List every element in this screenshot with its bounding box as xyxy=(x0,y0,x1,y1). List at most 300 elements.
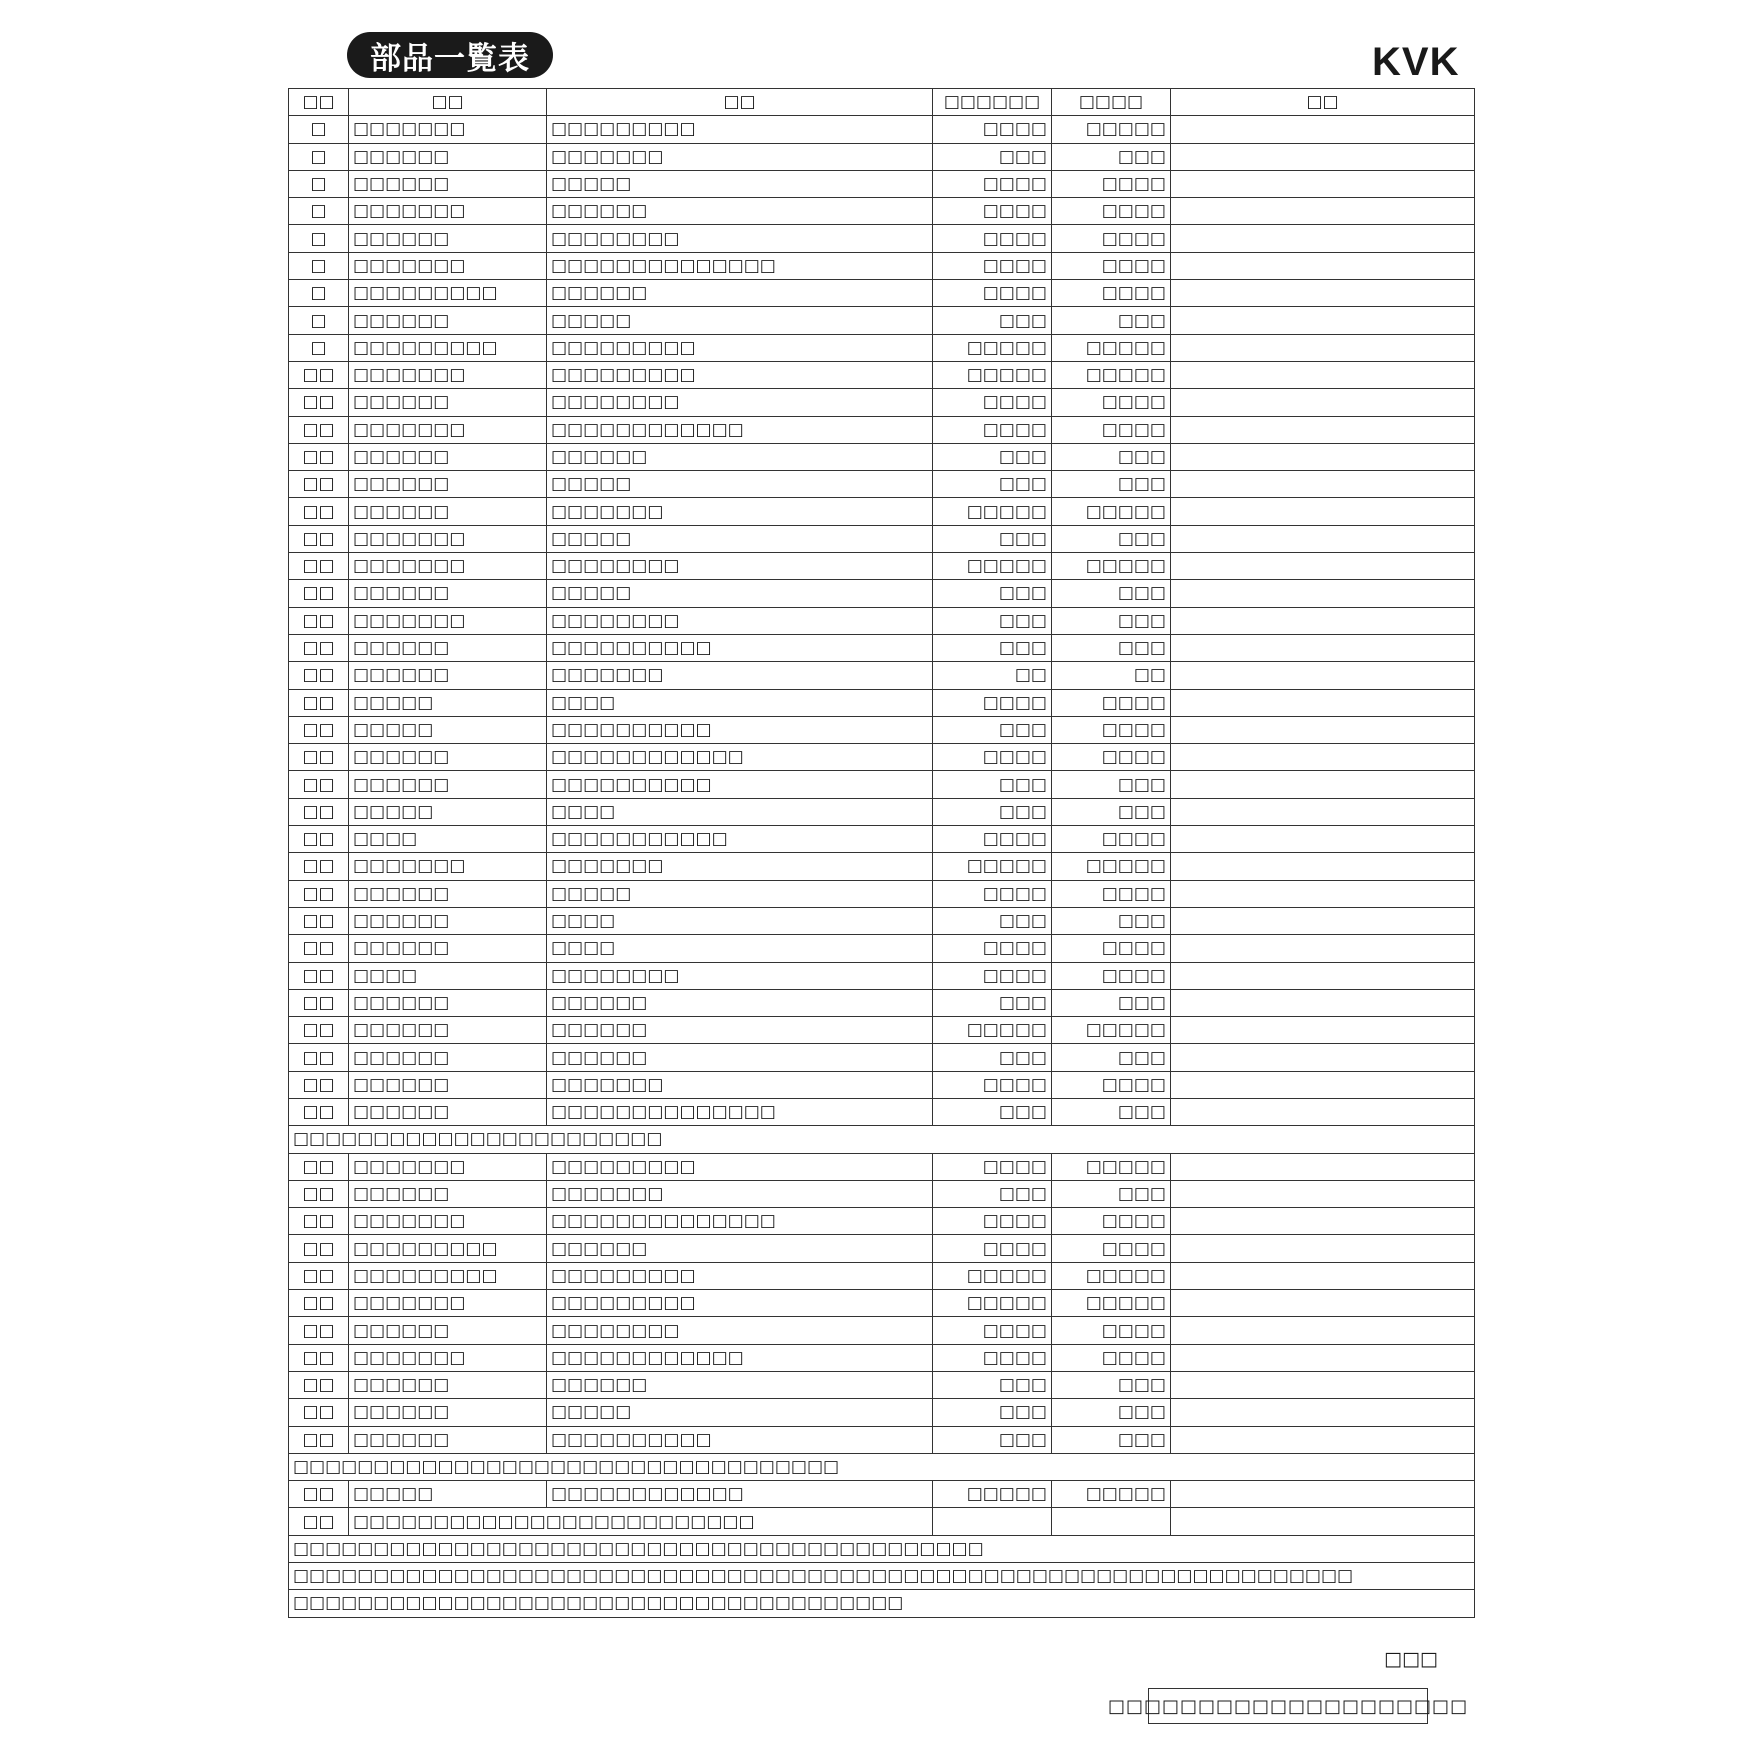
table-cell: □□□□□□ xyxy=(349,471,547,498)
table-cell: □□ xyxy=(289,553,349,580)
table-cell: □□ xyxy=(289,744,349,771)
table-cell: □□□□□□ xyxy=(349,1399,547,1426)
table-cell: □□□□□□□□ xyxy=(547,553,933,580)
note-cell: □□□□□□□□□□□□□□□□□□□□□□□□□□□□□□□□□□□□□□□□□□□ xyxy=(289,1535,1475,1562)
table-cell: □□□□ xyxy=(1052,280,1171,307)
table-row xyxy=(289,826,1475,853)
table-cell: □□□□□ xyxy=(547,1399,933,1426)
table-cell: □□□□□ xyxy=(547,525,933,552)
table-cell xyxy=(1171,1098,1475,1125)
table-cell: □□□□ xyxy=(1052,962,1171,989)
table-cell: □□□□□□ xyxy=(349,498,547,525)
table-row xyxy=(289,525,1475,552)
table-cell xyxy=(1171,170,1475,197)
table-cell: □□□□□□ xyxy=(349,1426,547,1453)
table-cell: □□ xyxy=(289,662,349,689)
table-row xyxy=(289,116,1475,143)
table-cell xyxy=(1171,1044,1475,1071)
table-cell: □□□□□□ xyxy=(349,935,547,962)
table-cell: □□□□□□ xyxy=(349,744,547,771)
table-row xyxy=(289,853,1475,880)
table-cell: □□□□□□□□□□□□ xyxy=(547,1344,933,1371)
table-cell: □□□□□□□□□□ xyxy=(547,1426,933,1453)
table-cell: □□□□ xyxy=(1052,744,1171,771)
table-row xyxy=(289,798,1475,825)
table-cell: □□□□□□ xyxy=(547,1017,933,1044)
table-row xyxy=(289,1235,1475,1262)
table-cell: □□□□ xyxy=(933,116,1052,143)
table-cell: □□□□□□□ xyxy=(547,1071,933,1098)
table-cell: □□□□ xyxy=(1052,826,1171,853)
table-cell xyxy=(1171,634,1475,661)
table-cell: □□□□□□ xyxy=(349,307,547,334)
table-cell: □□ xyxy=(289,1044,349,1071)
table-cell: □□□□□□ xyxy=(349,170,547,197)
table-row xyxy=(289,334,1475,361)
table-cell xyxy=(1171,389,1475,416)
table-cell: □□□□□ xyxy=(547,471,933,498)
table-cell: □□□□ xyxy=(1052,1344,1171,1371)
table-cell: □□□□□ xyxy=(933,334,1052,361)
table-cell: □□□□□□□□ xyxy=(547,1317,933,1344)
table-cell: □□ xyxy=(289,389,349,416)
table-cell: □□□□□□□□□□□□□□ xyxy=(547,1098,933,1125)
table-cell: □□□□□□□□□ xyxy=(547,361,933,388)
table-cell: □□□□□□□ xyxy=(349,607,547,634)
table-cell xyxy=(1171,662,1475,689)
table-row xyxy=(289,1262,1475,1289)
table-cell: □ xyxy=(289,280,349,307)
table-cell: □□□ xyxy=(933,634,1052,661)
table-cell xyxy=(1171,880,1475,907)
table-cell: □□□□□□□ xyxy=(349,252,547,279)
table-cell: □□□□□□ xyxy=(349,1371,547,1398)
table-row xyxy=(289,389,1475,416)
table-row xyxy=(289,280,1475,307)
table-cell: □□□□ xyxy=(1052,1235,1171,1262)
table-cell: □ xyxy=(289,170,349,197)
table-cell: □□□ xyxy=(933,580,1052,607)
table-cell xyxy=(1171,1344,1475,1371)
table-cell: □□□□□□□ xyxy=(349,116,547,143)
table-cell: □□□□□□ xyxy=(349,1098,547,1125)
table-row xyxy=(289,1481,1475,1508)
table-row xyxy=(289,416,1475,443)
table-cell: □□□□□□□ xyxy=(349,1153,547,1180)
table-cell: □□ xyxy=(289,1017,349,1044)
table-cell xyxy=(1171,1235,1475,1262)
table-cell: □□□□□□□□□ xyxy=(547,1262,933,1289)
table-cell: □□□ xyxy=(933,471,1052,498)
table-cell: □□□□□□□□□ xyxy=(547,1153,933,1180)
table-cell: □□ xyxy=(289,962,349,989)
table-cell xyxy=(1171,1426,1475,1453)
note-cell: □□□□□□□□□□□□□□□□□□□□□□□□□□□□□□□□□□□□□□□□□□□□□□□□□□□□□□□□□□□□□□□□□□ xyxy=(289,1563,1475,1590)
table-cell: □□□□□□□ xyxy=(547,853,933,880)
table-cell xyxy=(1171,907,1475,934)
table-row xyxy=(289,225,1475,252)
table-cell xyxy=(1171,1481,1475,1508)
table-row xyxy=(289,1044,1475,1071)
table-cell xyxy=(1171,962,1475,989)
table-cell: □□□□□□□□□□□□□□□□□□□□□□□□□ xyxy=(349,1508,933,1535)
table-cell xyxy=(1171,1371,1475,1398)
table-cell: □□□□□□ xyxy=(349,880,547,907)
table-cell xyxy=(1171,116,1475,143)
table-cell: □□□ xyxy=(1052,1098,1171,1125)
table-cell: □□ xyxy=(289,634,349,661)
document-code: □□□□□□□□□□□□□□□□□□□□ xyxy=(1148,1688,1428,1724)
table-cell: □□□□□□□□□□□□□□ xyxy=(547,252,933,279)
table-cell: □□□ xyxy=(1052,1399,1171,1426)
table-cell: □□ xyxy=(289,1208,349,1235)
table-cell: □□□□□□ xyxy=(547,280,933,307)
table-cell: □ xyxy=(289,307,349,334)
table-row xyxy=(289,361,1475,388)
table-cell: □□□□□□□□ xyxy=(547,607,933,634)
table-cell: □□ xyxy=(289,525,349,552)
table-row xyxy=(289,1071,1475,1098)
table-cell xyxy=(1171,361,1475,388)
table-cell: □□□□□□ xyxy=(349,389,547,416)
table-cell: □□□ xyxy=(933,607,1052,634)
table-cell: □□ xyxy=(289,607,349,634)
table-row xyxy=(289,662,1475,689)
table-row xyxy=(289,962,1475,989)
header-cell: □□□□ xyxy=(1052,89,1171,116)
table-cell: □□ xyxy=(289,716,349,743)
table-cell: □□□□ xyxy=(933,225,1052,252)
header-cell: □□ xyxy=(547,89,933,116)
table-row xyxy=(289,198,1475,225)
table-cell: □□□□ xyxy=(1052,389,1171,416)
table-cell: □□□□□□ xyxy=(349,662,547,689)
page-title: 部品一覧表 xyxy=(347,32,553,78)
table-cell: □□□□□□ xyxy=(349,580,547,607)
table-cell: □□□ xyxy=(1052,1426,1171,1453)
table-row xyxy=(289,1098,1475,1125)
table-cell xyxy=(1171,1180,1475,1207)
table-row xyxy=(289,1508,1475,1535)
table-cell xyxy=(1171,1290,1475,1317)
table-row xyxy=(289,1535,1475,1562)
table-header-row xyxy=(289,89,1475,116)
table-cell: □□ xyxy=(289,989,349,1016)
table-cell: □□□□□□ xyxy=(547,989,933,1016)
table-cell: □□ xyxy=(289,1098,349,1125)
table-cell: □□□□ xyxy=(933,252,1052,279)
table-cell: □□□□ xyxy=(933,962,1052,989)
table-cell: □□□ xyxy=(1052,607,1171,634)
table-cell: □□□ xyxy=(1052,1180,1171,1207)
table-cell: □□□□□ xyxy=(1052,853,1171,880)
table-cell: □□□□□□ xyxy=(349,1071,547,1098)
table-cell: □□□□□□□ xyxy=(349,853,547,880)
table-cell xyxy=(1171,1317,1475,1344)
table-cell: □□ xyxy=(289,771,349,798)
table-row xyxy=(289,252,1475,279)
table-cell: □□□□ xyxy=(1052,880,1171,907)
table-cell: □□□□□□□ xyxy=(349,1290,547,1317)
table-cell: □□□□□□ xyxy=(547,1371,933,1398)
table-cell: □□□□ xyxy=(547,907,933,934)
table-cell: □□□□□ xyxy=(1052,1017,1171,1044)
table-cell: □□□□□ xyxy=(349,689,547,716)
table-cell: □□□□□□□ xyxy=(547,662,933,689)
table-row xyxy=(289,307,1475,334)
table-cell: □□□□□□□□ xyxy=(547,225,933,252)
table-cell: □□□□□□□□□□□□ xyxy=(547,744,933,771)
table-cell: □□□□□ xyxy=(1052,1262,1171,1289)
table-cell: □□□□□□□ xyxy=(349,416,547,443)
table-cell: □□□□□□ xyxy=(349,143,547,170)
table-row xyxy=(289,716,1475,743)
parts-table xyxy=(288,88,1475,1618)
table-cell: □□□□□□□ xyxy=(547,1180,933,1207)
table-cell: □□ xyxy=(289,1071,349,1098)
table-cell: □□□□ xyxy=(933,1317,1052,1344)
table-cell: □□□□□□□ xyxy=(547,143,933,170)
table-cell: □□□□□ xyxy=(547,170,933,197)
table-cell: □ xyxy=(289,334,349,361)
table-cell xyxy=(933,1508,1052,1535)
table-cell: □□□□□ xyxy=(933,853,1052,880)
brand-logo: KVK xyxy=(1372,40,1460,84)
table-cell xyxy=(1171,471,1475,498)
table-cell: □□□□ xyxy=(1052,1317,1171,1344)
table-cell xyxy=(1171,798,1475,825)
table-cell: □□□ xyxy=(933,143,1052,170)
table-cell: □□□□ xyxy=(933,1344,1052,1371)
table-cell: □□□□□□□□□ xyxy=(349,1262,547,1289)
table-row xyxy=(289,143,1475,170)
table-cell: □□□□ xyxy=(933,389,1052,416)
table-cell: □□□ xyxy=(1052,580,1171,607)
table-cell: □□□□□□ xyxy=(349,1180,547,1207)
table-cell: □□ xyxy=(289,1426,349,1453)
table-cell: □□□□ xyxy=(1052,716,1171,743)
note-cell: □□□□□□□□□□□□□□□□□□□□□□□□□□□□□□□□□□□□□□ xyxy=(289,1590,1475,1617)
table-cell: □□ xyxy=(289,1508,349,1535)
table-cell: □□□□ xyxy=(1052,1208,1171,1235)
table-cell: □□ xyxy=(289,1235,349,1262)
table-cell: □□ xyxy=(289,853,349,880)
table-cell xyxy=(1171,1017,1475,1044)
table-cell: □□□□ xyxy=(1052,416,1171,443)
table-cell: □□ xyxy=(289,880,349,907)
table-cell: □□□□□ xyxy=(933,498,1052,525)
header-cell: □□ xyxy=(289,89,349,116)
table-cell: □□ xyxy=(289,471,349,498)
table-cell: □□ xyxy=(289,798,349,825)
table-cell: □□□ xyxy=(933,1044,1052,1071)
table-cell: □□□□□ xyxy=(1052,361,1171,388)
table-cell: □□□ xyxy=(1052,307,1171,334)
header-cell: □□ xyxy=(1171,89,1475,116)
table-cell: □□ xyxy=(289,826,349,853)
table-cell: □□□□□□ xyxy=(547,198,933,225)
table-cell: □□□ xyxy=(933,798,1052,825)
table-cell: □□□□□□□□□□ xyxy=(547,634,933,661)
table-row xyxy=(289,1180,1475,1207)
header-cell: □□ xyxy=(349,89,547,116)
table-row xyxy=(289,1017,1475,1044)
table-cell: □□□□ xyxy=(933,744,1052,771)
table-cell: □□□□ xyxy=(933,1071,1052,1098)
table-cell: □□□□□□□□□□ xyxy=(547,716,933,743)
table-cell: □□□ xyxy=(933,525,1052,552)
table-cell: □□□□□□□ xyxy=(349,553,547,580)
table-row xyxy=(289,935,1475,962)
table-cell: □□□ xyxy=(1052,634,1171,661)
table-cell: □□□□□□□□□ xyxy=(547,334,933,361)
table-cell: □□□□□□□□□□□ xyxy=(547,826,933,853)
table-cell xyxy=(1171,525,1475,552)
table-cell: □□□□□□□□□ xyxy=(349,334,547,361)
table-cell: □□□□□□□ xyxy=(349,525,547,552)
table-cell xyxy=(1171,553,1475,580)
table-cell: □□□□ xyxy=(933,935,1052,962)
table-cell: □□□□□□□ xyxy=(349,198,547,225)
table-cell: □□□□ xyxy=(349,826,547,853)
table-cell: □□□□□□□ xyxy=(349,1208,547,1235)
table-cell: □□□□□ xyxy=(1052,116,1171,143)
table-cell: □□ xyxy=(289,416,349,443)
table-cell xyxy=(1171,1508,1475,1535)
table-row xyxy=(289,1317,1475,1344)
table-row xyxy=(289,771,1475,798)
table-cell: □□□□ xyxy=(1052,252,1171,279)
table-cell xyxy=(1171,826,1475,853)
table-cell: □□□ xyxy=(1052,771,1171,798)
table-cell: □□□ xyxy=(1052,471,1171,498)
table-cell: □□□□□ xyxy=(933,1017,1052,1044)
table-cell xyxy=(1171,744,1475,771)
table-cell: □ xyxy=(289,225,349,252)
table-cell: □□□ xyxy=(933,443,1052,470)
table-cell xyxy=(1171,771,1475,798)
table-cell: □□□□□ xyxy=(547,307,933,334)
table-cell: □□□□ xyxy=(1052,170,1171,197)
table-cell: □□ xyxy=(289,935,349,962)
table-cell: □□ xyxy=(289,689,349,716)
table-cell: □□□□□□□ xyxy=(547,498,933,525)
table-cell: □□□ xyxy=(933,1399,1052,1426)
table-cell xyxy=(1171,580,1475,607)
table-cell: □□ xyxy=(289,1180,349,1207)
table-cell: □□□□□□ xyxy=(349,225,547,252)
table-cell xyxy=(1171,1153,1475,1180)
table-cell: □□□□□□ xyxy=(349,1317,547,1344)
table-cell: □□□□□ xyxy=(1052,498,1171,525)
table-row xyxy=(289,1208,1475,1235)
note-cell: □□□□□□□□□□□□□□□□□□□□□□□□□□□□□□□□□□ xyxy=(289,1453,1475,1480)
table-cell: □□ xyxy=(289,1344,349,1371)
table-cell xyxy=(1171,1071,1475,1098)
table-row xyxy=(289,443,1475,470)
table-cell: □□□□ xyxy=(349,962,547,989)
table-cell: □□□□□ xyxy=(933,553,1052,580)
table-cell xyxy=(1171,1399,1475,1426)
table-cell xyxy=(1052,1508,1171,1535)
table-row xyxy=(289,1426,1475,1453)
table-cell: □□□□□ xyxy=(1052,1290,1171,1317)
table-cell xyxy=(1171,498,1475,525)
table-row xyxy=(289,170,1475,197)
table-cell: □□ xyxy=(289,361,349,388)
table-cell: □□□□□ xyxy=(933,361,1052,388)
table-cell: □□ xyxy=(289,1317,349,1344)
table-cell: □□□□ xyxy=(1052,225,1171,252)
table-cell: □ xyxy=(289,198,349,225)
table-cell: □□□ xyxy=(1052,1371,1171,1398)
table-cell: □□□□ xyxy=(933,689,1052,716)
table-cell: □□□□□□□□□□□□ xyxy=(547,416,933,443)
table-cell: □□□□□ xyxy=(547,880,933,907)
table-row xyxy=(289,907,1475,934)
table-cell xyxy=(1171,307,1475,334)
table-cell: □□ xyxy=(289,1371,349,1398)
table-cell: □□□ xyxy=(933,771,1052,798)
table-cell xyxy=(1171,334,1475,361)
table-cell: □□□ xyxy=(1052,143,1171,170)
table-row xyxy=(289,634,1475,661)
table-cell: □□□□□ xyxy=(1052,553,1171,580)
table-cell: □□□□□□□□□ xyxy=(547,116,933,143)
table-cell: □□ xyxy=(289,1481,349,1508)
table-cell: □□□ xyxy=(1052,907,1171,934)
table-cell: □□□□ xyxy=(933,826,1052,853)
table-cell: □□□□□□ xyxy=(547,1044,933,1071)
table-cell xyxy=(1171,280,1475,307)
table-cell xyxy=(1171,198,1475,225)
table-cell: □□□□□□□ xyxy=(349,361,547,388)
table-cell xyxy=(1171,143,1475,170)
table-cell xyxy=(1171,853,1475,880)
note-cell: □□□□□□□□□□□□□□□□□□□□□□□ xyxy=(289,1126,1475,1153)
table-cell: □□□□□□ xyxy=(349,1044,547,1071)
table-cell: □□□ xyxy=(1052,443,1171,470)
table-cell xyxy=(1171,689,1475,716)
table-cell: □□□□ xyxy=(933,170,1052,197)
table-cell: □□ xyxy=(1052,662,1171,689)
table-row xyxy=(289,1290,1475,1317)
header-cell: □□□□□□ xyxy=(933,89,1052,116)
table-cell: □□□ xyxy=(933,716,1052,743)
table-cell xyxy=(1171,252,1475,279)
table-cell: □□□□□□□ xyxy=(349,1344,547,1371)
table-cell: □□□□ xyxy=(933,1235,1052,1262)
table-cell: □□□□□□ xyxy=(547,1235,933,1262)
table-row xyxy=(289,1371,1475,1398)
table-cell: □□□□□□ xyxy=(349,634,547,661)
table-cell: □□□ xyxy=(1052,798,1171,825)
table-row xyxy=(289,1399,1475,1426)
table-cell: □□ xyxy=(289,1290,349,1317)
table-cell: □□□□□□□□□ xyxy=(349,280,547,307)
table-cell: □□□ xyxy=(933,307,1052,334)
table-cell: □□□□□□□□□□□□□□ xyxy=(547,1208,933,1235)
table-row xyxy=(289,880,1475,907)
table-row xyxy=(289,471,1475,498)
table-cell: □□□ xyxy=(933,1426,1052,1453)
table-cell xyxy=(1171,443,1475,470)
table-cell: □□□□□□□□□ xyxy=(547,1290,933,1317)
table-cell: □□□□ xyxy=(1052,198,1171,225)
table-cell: □□□□□□□□ xyxy=(547,389,933,416)
table-row xyxy=(289,1563,1475,1590)
table-cell: □□□□ xyxy=(933,416,1052,443)
